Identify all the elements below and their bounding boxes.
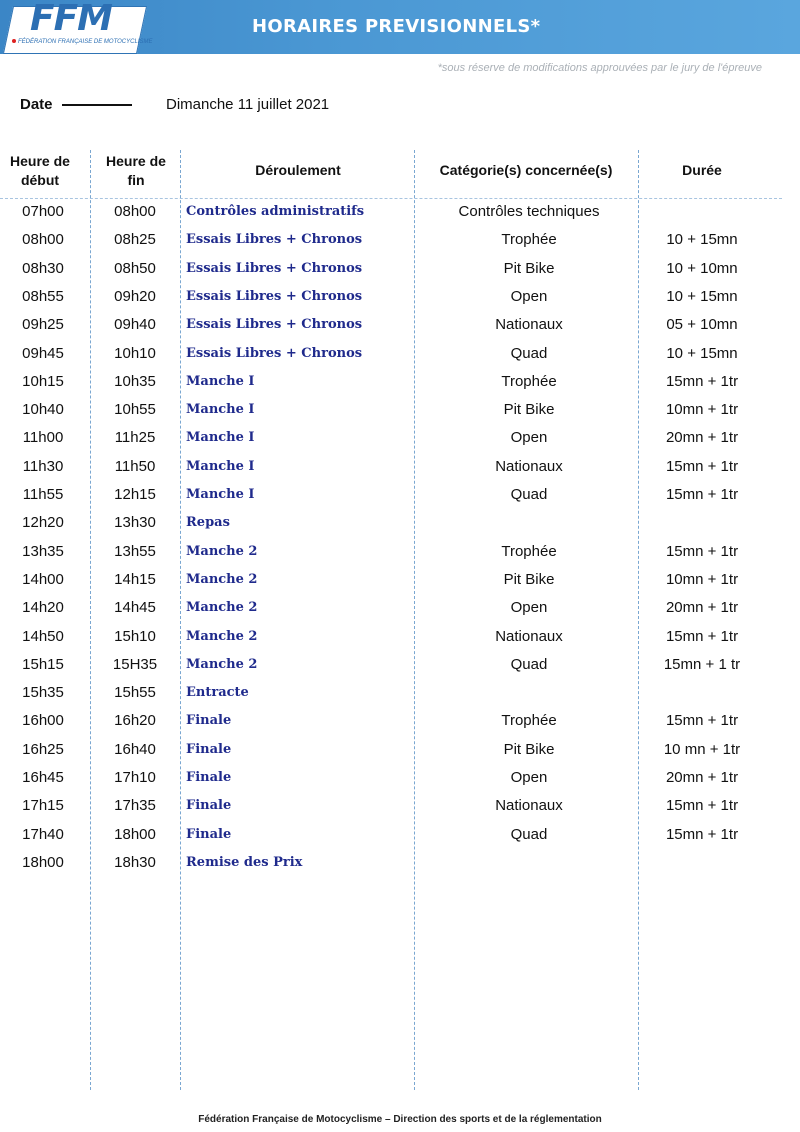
end-time-cell: 18h00 xyxy=(114,825,156,843)
end-time-cell: 14h15 xyxy=(114,570,156,588)
start-time-cell: 11h55 xyxy=(22,486,64,503)
end-time-cell: 15h55 xyxy=(114,684,156,702)
category-cell: Pit Bike xyxy=(503,259,555,277)
table-row xyxy=(0,340,800,368)
disclaimer-note: *sous réserve de modifications approuvées par le jury de l'épreuve xyxy=(437,62,762,74)
event-cell: Essais Libres + Chronos xyxy=(186,345,363,361)
event-cell: Essais Libres + Chronos xyxy=(186,260,363,276)
date-label: Date xyxy=(20,96,53,113)
end-time-cell: 08h50 xyxy=(114,259,156,277)
duration-cell: 20mn + 1tr xyxy=(665,429,739,447)
event-cell: Manche 2 xyxy=(186,571,258,587)
table-row xyxy=(0,368,800,396)
page-title: HORAIRES PREVISIONNELS* xyxy=(252,16,541,37)
header-banner xyxy=(0,0,800,54)
event-cell: Finale xyxy=(186,713,232,729)
event-cell: Manche 2 xyxy=(186,628,258,644)
end-time-cell: 09h40 xyxy=(114,316,156,334)
start-time-cell: 14h00 xyxy=(22,570,64,588)
start-time-cell: 16h45 xyxy=(22,769,64,786)
duration-cell: 15mn + 1tr xyxy=(665,797,739,815)
category-cell: Quad xyxy=(510,486,548,503)
end-time-cell: 09h20 xyxy=(114,287,156,305)
category-cell: Contrôles techniques xyxy=(458,203,600,220)
duration-cell: 15mn + 1tr xyxy=(665,457,739,475)
event-cell: Remise des Prix xyxy=(186,854,303,870)
event-cell: Essais Libres + Chronos xyxy=(186,232,363,248)
event-cell: Manche 2 xyxy=(186,600,258,616)
category-cell: Quad xyxy=(510,655,548,673)
category-cell: Nationaux xyxy=(495,457,563,475)
event-cell: Entracte xyxy=(186,685,249,701)
start-time-cell: 17h40 xyxy=(22,825,64,843)
category-cell: Open xyxy=(510,287,548,305)
start-time-cell: 09h45 xyxy=(22,344,64,362)
start-time-cell: 07h00 xyxy=(22,203,64,220)
start-time-cell: 18h00 xyxy=(22,853,64,871)
header-duration: Durée xyxy=(682,162,722,178)
table-row xyxy=(0,509,800,537)
red-dot-icon xyxy=(12,39,16,43)
table-row xyxy=(0,424,800,452)
event-cell: Repas xyxy=(186,515,230,531)
start-time-cell: 16h25 xyxy=(22,740,64,758)
table-row xyxy=(0,764,800,792)
duration-cell: 10 + 15mn xyxy=(666,287,738,305)
category-cell: Nationaux xyxy=(495,627,563,645)
duration-cell: 15mn + 1tr xyxy=(665,542,739,560)
end-time-cell: 15h10 xyxy=(114,627,156,645)
table-row xyxy=(0,792,800,820)
event-cell: Essais Libres + Chronos xyxy=(186,317,363,333)
category-cell: Open xyxy=(510,599,548,617)
category-cell: Nationaux xyxy=(495,316,563,334)
table-row xyxy=(0,255,800,283)
ffm-logo-text: FFM xyxy=(30,0,113,39)
end-time-cell: 16h20 xyxy=(114,712,156,730)
category-cell: Open xyxy=(510,429,548,447)
header-category: Catégorie(s) concernée(s) xyxy=(439,162,613,178)
end-time-cell: 10h55 xyxy=(114,401,156,419)
end-time-cell: 10h35 xyxy=(114,372,156,390)
table-row xyxy=(0,283,800,311)
duration-cell: 20mn + 1tr xyxy=(665,599,739,617)
end-time-cell: 08h00 xyxy=(114,203,156,220)
duration-cell: 15mn + 1tr xyxy=(665,627,739,645)
start-time-cell: 08h30 xyxy=(22,259,64,277)
duration-cell: 10mn + 1tr xyxy=(665,401,739,419)
table-row xyxy=(0,651,800,679)
table-row xyxy=(0,736,800,764)
start-time-cell: 14h50 xyxy=(22,627,64,645)
event-cell: Contrôles administratifs xyxy=(186,204,365,219)
event-cell: Finale xyxy=(186,770,232,785)
duration-cell: 15mn + 1tr xyxy=(665,825,739,843)
event-cell: Manche I xyxy=(186,487,255,502)
table-row xyxy=(0,594,800,622)
event-cell: Manche 2 xyxy=(186,543,258,559)
category-cell: Pit Bike xyxy=(503,570,555,588)
table-row xyxy=(0,198,800,226)
event-cell: Finale xyxy=(186,741,232,757)
duration-cell: 15mn + 1 tr xyxy=(663,655,741,673)
duration-cell: 10 mn + 1tr xyxy=(663,740,741,758)
table-row xyxy=(0,481,800,509)
start-time-cell: 09h25 xyxy=(22,316,64,334)
table-row xyxy=(0,453,800,481)
header-end-time: Heure de fin xyxy=(106,153,166,188)
end-time-cell: 11h25 xyxy=(114,429,156,447)
start-time-cell: 10h15 xyxy=(22,372,64,390)
end-time-cell: 13h30 xyxy=(114,514,156,532)
table-row xyxy=(0,566,800,594)
category-cell: Trophée xyxy=(501,231,557,249)
category-cell: Trophée xyxy=(501,712,557,730)
category-cell: Nationaux xyxy=(495,797,563,815)
footer-text: Fédération Française de Motocyclisme – Direction des sports et de la réglementation xyxy=(198,1114,602,1125)
start-time-cell: 15h35 xyxy=(22,684,64,702)
table-row xyxy=(0,623,800,651)
category-cell: Trophée xyxy=(501,542,557,560)
date-rule xyxy=(62,104,132,106)
category-cell: Open xyxy=(510,769,548,786)
start-time-cell: 08h55 xyxy=(22,287,64,305)
table-row xyxy=(0,821,800,849)
header-event: Déroulement xyxy=(255,162,341,178)
category-cell: Quad xyxy=(510,825,548,843)
category-cell: Pit Bike xyxy=(503,401,555,419)
duration-cell: 10 + 15mn xyxy=(666,231,738,249)
event-cell: Manche I xyxy=(186,458,255,474)
duration-cell: 15mn + 1tr xyxy=(665,712,739,730)
end-time-cell: 12h15 xyxy=(114,486,156,503)
end-time-cell: 17h10 xyxy=(114,769,156,786)
event-cell: Manche 2 xyxy=(186,656,258,672)
event-cell: Manche I xyxy=(186,402,255,418)
category-cell: Quad xyxy=(510,344,548,362)
table-row xyxy=(0,849,800,877)
start-time-cell: 17h15 xyxy=(22,797,64,815)
table-row xyxy=(0,226,800,254)
start-time-cell: 11h30 xyxy=(22,457,64,475)
event-cell: Manche I xyxy=(186,430,255,446)
start-time-cell: 13h35 xyxy=(22,542,64,560)
table-row xyxy=(0,396,800,424)
duration-cell: 20mn + 1tr xyxy=(665,769,739,786)
start-time-cell: 16h00 xyxy=(22,712,64,730)
duration-cell: 10 + 15mn xyxy=(666,344,738,362)
event-cell: Essais Libres + Chronos xyxy=(186,288,363,304)
event-cell: Manche I xyxy=(186,373,255,389)
end-time-cell: 14h45 xyxy=(114,599,156,617)
duration-cell: 15mn + 1tr xyxy=(665,372,739,390)
category-cell: Trophée xyxy=(501,372,557,390)
end-time-cell: 08h25 xyxy=(114,231,156,249)
end-time-cell: 11h50 xyxy=(114,457,156,475)
end-time-cell: 15H35 xyxy=(112,655,158,673)
ffm-logo-subtitle: FÉDÉRATION FRANÇAISE DE MOTOCYCLISME xyxy=(12,38,132,46)
date-value: Dimanche 11 juillet 2021 xyxy=(166,96,330,113)
start-time-cell: 12h20 xyxy=(22,514,64,532)
event-cell: Finale xyxy=(186,826,232,842)
table-row xyxy=(0,707,800,735)
end-time-cell: 17h35 xyxy=(114,797,156,815)
event-cell: Finale xyxy=(186,798,232,814)
end-time-cell: 18h30 xyxy=(114,853,156,871)
duration-cell: 10 + 10mn xyxy=(666,259,738,277)
end-time-cell: 10h10 xyxy=(114,344,156,362)
start-time-cell: 11h00 xyxy=(22,429,64,447)
end-time-cell: 13h55 xyxy=(114,542,156,560)
end-time-cell: 16h40 xyxy=(114,740,156,758)
start-time-cell: 15h15 xyxy=(22,655,64,673)
duration-cell: 15mn + 1tr xyxy=(665,486,739,503)
start-time-cell: 10h40 xyxy=(22,401,64,419)
start-time-cell: 14h20 xyxy=(22,599,64,617)
category-cell: Pit Bike xyxy=(503,740,555,758)
start-time-cell: 08h00 xyxy=(22,231,64,249)
header-start-time: Heure de début xyxy=(10,153,70,188)
table-row xyxy=(0,538,800,566)
table-row xyxy=(0,311,800,339)
duration-cell: 10mn + 1tr xyxy=(665,570,739,588)
duration-cell: 05 + 10mn xyxy=(666,316,738,334)
table-row xyxy=(0,679,800,707)
